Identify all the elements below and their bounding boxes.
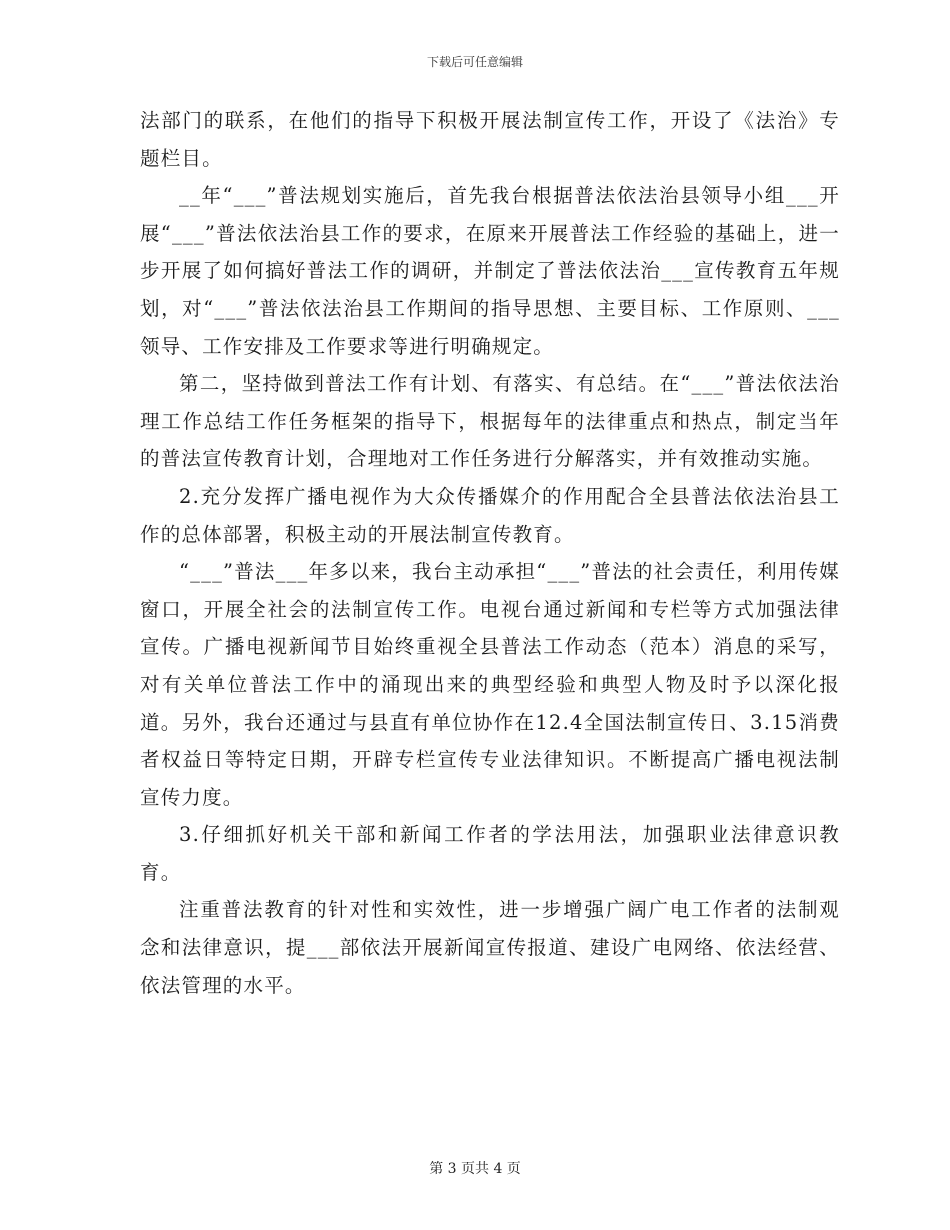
header-note: 下载后可任意编辑 bbox=[426, 55, 523, 69]
document-body bbox=[140, 102, 840, 1004]
section-heading-paragraph: 3.仔细抓好机关干部和新闻工作者的学法用法，加强职业法律意识教育。 bbox=[140, 823, 840, 884]
paragraph: 注重普法教育的针对性和实效性，进一步增强广阔广电工作者的法制观念和法律意识，提___部依法开展新闻宣传报道、建设广电网络、依法经营、依法管理的水平。 bbox=[140, 898, 840, 997]
paragraph: __年“___”普法规划实施后，首先我台根据普法依法治县领导小组___开展“___”普法依法治县工作的要求，在原来开展普法工作经验的基础上，进一步开展了如何搞好普法工作的调研，并制定了普法依法治___宣传教育五年规划，对“___”普法依法治县工作期间的指导思想、主要目标、工作原则、___领导、工作安排及工作要求等进行明确规定。 bbox=[140, 184, 840, 358]
paragraph-continuation: 法部门的联系，在他们的指导下积极开展法制宣传工作，开设了《法治》专题栏目。 bbox=[140, 109, 840, 170]
section-heading-paragraph: 2.充分发挥广播电视作为大众传播媒介的作用配合全县普法依法治县工作的总体部署，积极主动的开展法制宣传教育。 bbox=[140, 484, 840, 546]
page-indicator: 第 3 页共 4 页 bbox=[429, 1161, 521, 1177]
paragraph: 第二，坚持做到普法工作有计划、有落实、有总结。在“___”普法依法治理工作总结工作任务框架的指导下，根据每年的法律重点和热点，制定当年的普法宣传教育计划，合理地对工作任务进行分解落实，并有效推动实施。 bbox=[140, 372, 840, 471]
paragraph: “___”普法___年多以来，我台主动承担“___”普法的社会责任，利用传媒窗口，开展全社会的法制宣传工作。电视台通过新闻和专栏等方式加强法律宣传。广播电视新闻节目始终重视全县普法工作动态（范本）消息的采写，对有关单位普法工作中的涌现出来的典型经验和典型人物及时予以深化报道。另外，我台还通过与县直有单位协作在12.4全国法制宣传日、3.15消费者权益日等特定日期，开辟专栏宣传专业法律知识。不断提高广播电视法制宣传力度。 bbox=[140, 560, 840, 809]
